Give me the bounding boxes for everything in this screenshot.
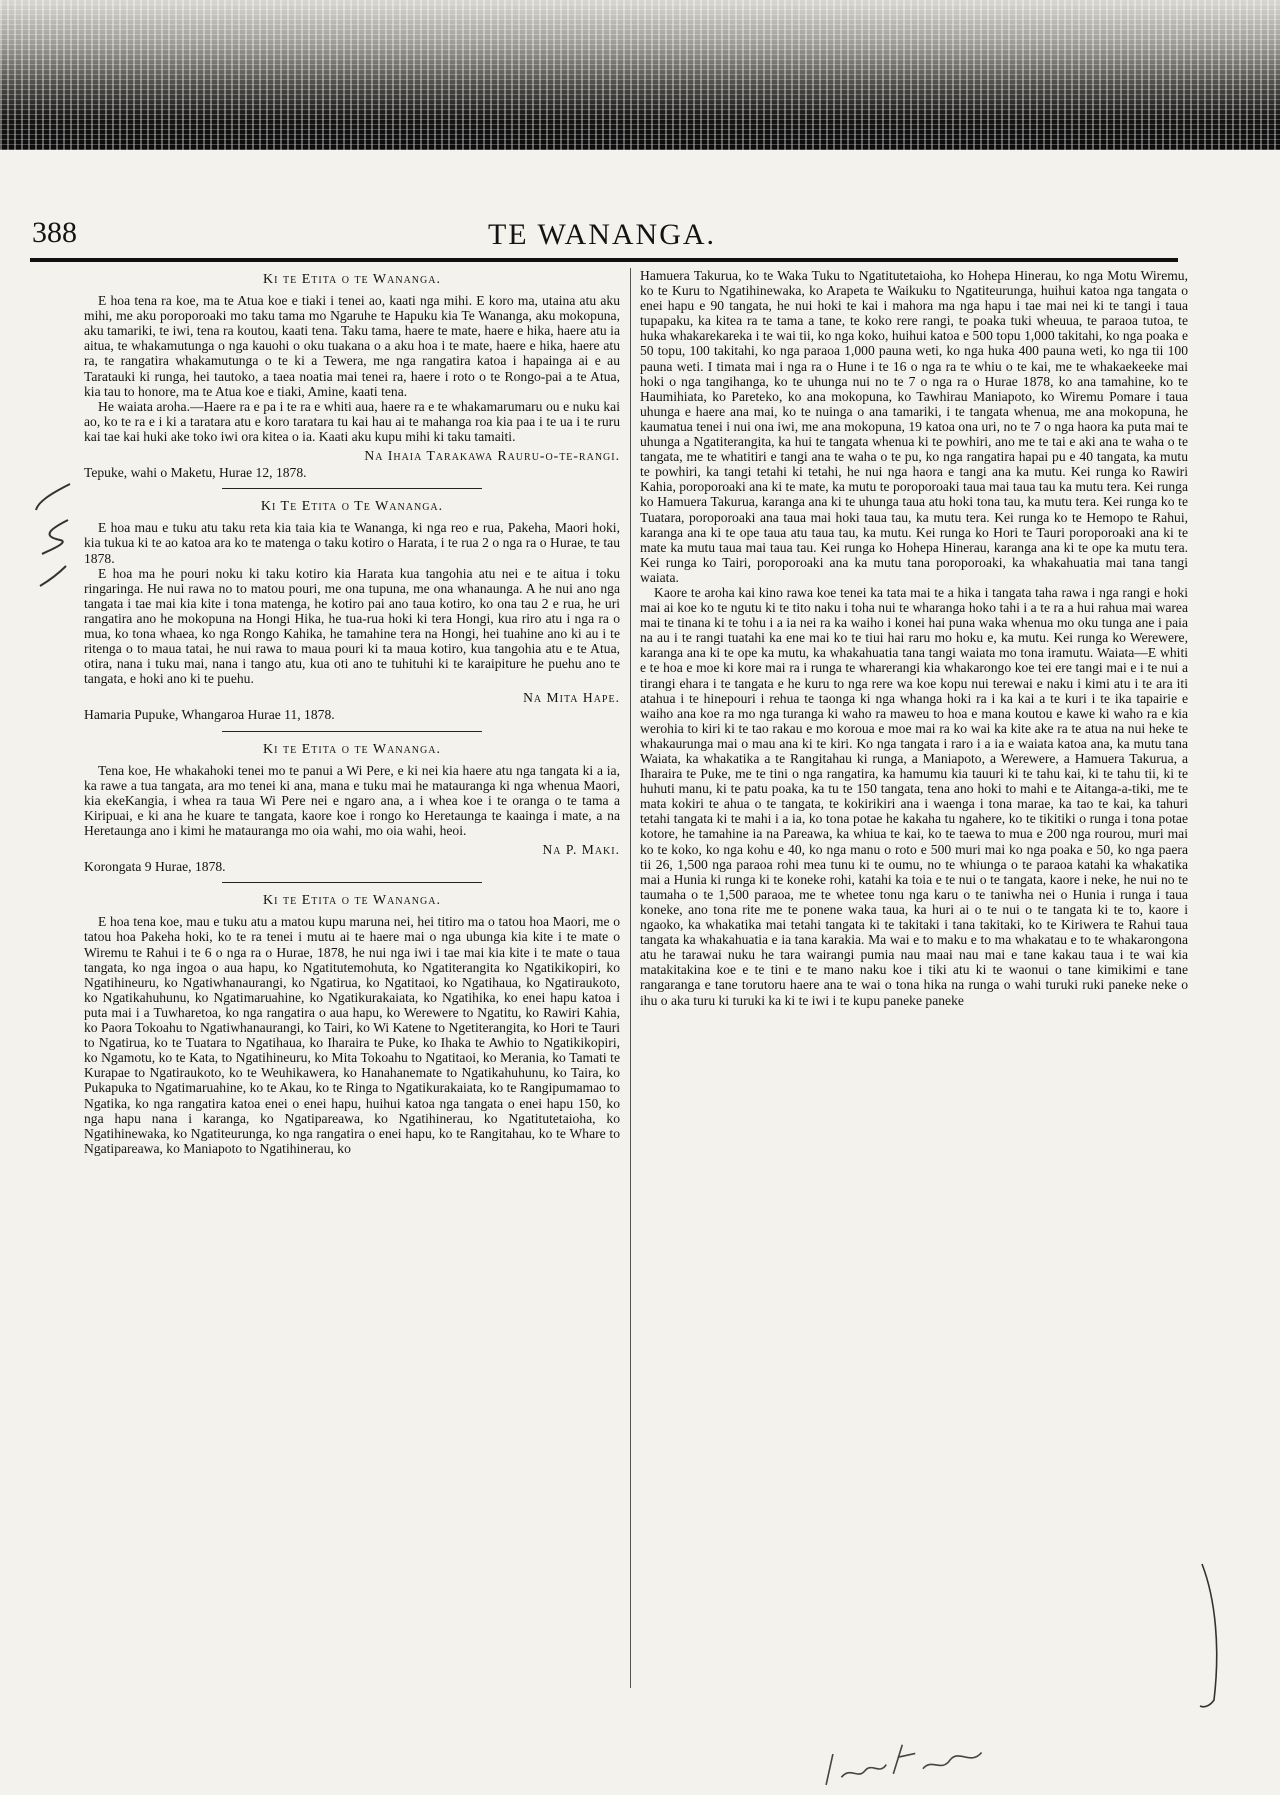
publication-title: TE WANANGA. bbox=[487, 218, 717, 251]
letter-signature: Na Mita Hape. bbox=[523, 690, 620, 706]
letter-dateline: Hamaria Pupuke, Whangaroa Hurae 11, 1878. bbox=[84, 707, 335, 723]
letter-separator bbox=[222, 882, 482, 883]
letter-paragraph: E hoa ma he pouri noku ki taku kotiro kia Harata kua tangohia atu nei e te aitua i toku ringaringa. He nui rawa no to matou pouri, me ona tupuna, me ona whanaunga. A he nui ano nga tangata i tae mai kia kite i tona matenga, he kotiro pai ano taua kotiro, ko ona tau 2 e rua, he uri rangatira ano he mokopuna na Hongi Hika, he tua-rua hoki ki tera Hongi, kua riro atu i nga ra o mua, ko tona whaea, ko nga Rongo Kahika, he tamahine tera na Hongi, hei tuahine ano ki au i te ritenga o to maua tatai, he nui rawa to maua pouri ki ta maua kotiro, kua tangohia atu e te Atua, otira, nana i tuku mai, nana i tango atu, kua oti ano te tuhituhi ki te karaipiture he puehu ano te tangata, e hoki ano ki te puehu. bbox=[84, 565, 620, 687]
continued-paragraph: Hamuera Takurua, ko te Waka Tuku to Ngatitutetaioha, ko Hohepa Hinerau, ko nga Motu Wiremu, ko te Kuru to Ngatihinewaka, ko Arapeta te Waikuku to Ngatiteurunga, huihui katoa nga tangata o enei hapu e 90 tangata, he nui hoki te kai i mahora ma nga hapu i tae mai nei ki te tangi i taua tupapaku, ka kitea ra te tama a tane, te koko rere rangi, te poaka tuki wheuua, te paraoa tutoa, te huka whakarekareka i te wai tii, ko nga koko, huihui katoa e 500 topu 1,000 takitahi, ko nga poaka e 50 topu, 100 takitahi, ko nga paraoa 1,000 pauna weti, ko nga huka 400 pauna weti, ko nga tii 100 pauna weti. I timata mai i nga ra o Hune i te 16 o nga ra te whiu o te kai, me te whakaekeeke mai hoki o nga tangihanga, ko te uhunga nui no te 7 o nga ra o Hurae 1878, ko ana tamahine, ko te Haumihiata, ko Pareteko, ko ana mokopuna, ko Tawhirau Maniapoto, ko Wiremu Pomare i taua uhunga e haere ana mai, ko te nuinga o ana tamariki, i te tangata whenua, me ana mokopuna, he kaumatua tenei i nui ona iwi, me ana mokopuna, 19 katoa ona uri, no te 7 o nga haora ka puta mai te uhunga a Ngatiterangita, ka hui te tangata whenua ki te powhiri, ano me te tai e aki ana te waha o te tangata, me te whatitiri e tangi ana te waha o te pu, ko nga rangatira hapai pu e 40 tangata, ka mutu te powhiri, ka tangi tetahi ki tetahi, he nui nga haora e tangi ana ka mutu. Kei runga ko Rawiri Kahia, poroporoaki ana ki te mate, ka mutu te poroporoaki taua mai taua tau ka mutu tera. Kei runga ko Hamuera Takurua, karanga ana ki te uhunga taua atu hoki tona tau, ka mutu tera. Kei runga ko te Tuatara, poroporoaki ana taua mai hoki taua tau, ka mutu tera. Kei runga ko te Hemopo te Rahui, karanga ana ki te ope taua atu taua tau, ka mutu. Kei runga ko Hori te Tauri poroporoaki ana ki te mate ka mutu taua mai taua tau. Kei runga ko Hohepa Hinerau, karanga ana ki te ope ka mutu tera. Kei runga ko Tairi, poroporoaki ana ka mutu tana poroporoaki, ka whakahuatia mai tana tangi waiata. bbox=[640, 268, 1188, 585]
letter-separator bbox=[222, 731, 482, 732]
letter-title: Ki Te Etita o Te Wananga. bbox=[260, 499, 444, 515]
right-column bbox=[640, 268, 1188, 1688]
letter-dateline: Tepuke, wahi o Maketu, Hurae 12, 1878. bbox=[84, 465, 307, 481]
handwritten-scrawl bbox=[818, 1725, 1022, 1795]
letter-title: Ki te Etita o te Wananga. bbox=[263, 272, 441, 287]
margin-pencil-bracket bbox=[1196, 1560, 1236, 1710]
margin-pencil-mark bbox=[30, 480, 78, 590]
waiata-paragraph: Kaore te aroha kai kino rawa koe tenei ka tata mai te a hika i tangata taha rawa i nga rangi e hoki mai ai koe ko te ngutu ki te tito naku i toha nui te wharanga hoko tahi i a te ra a hui rahua mai warea mai te tinana ki te tohu i a ia nei ra ka waiho i konei hai puna waka whenua mo oku tunga ane i paia na au i te rangi tuatahi ka ene mai ko te tiui hai raru mo hoku e, ka mutu. Kei runga ko Werewere, karanga ana ki te ope ka mutu, ka whakahuatia tana tangi waiata mo tona iramutu. Waiata—E whiti e te hoa e moe ki kore mai ra i runga te wharerangi kia whakarongo koe tei ere tangi mai e i te nui a tirangi ehara i te tangata e he kuru to nga rere wa koe kopu nui terewai e naku i kimi atu i te ara iti atahua i te hinepouri i rehua te taonga ki nga whanga hoki ra i ka kai a te kuri i te ika tapairie e waiho ana koe ra mo nga turanga ki waho ra maweu to hoa e mana koutou e kawe ki waho ra e kia werohia to kiri ki te tao rakau e mo koroua e moe mai ra ko wai ka kite ake ra te atua na nui heke te whakaurunga mai o mau ana ki te kiri. Ko nga tangata i raro i a ia e waiata katoa ana, ka mutu tana Waiata, ka whakatika a te Rangitahau ki runga, a Maniapoto, a Werewere, a Hamuera Takurua, a Iharaira te Puke, me te tini o nga rangatira, ka hamumu kia tauuri ki te tahu kai, ki te tahu tii, ki te huhuti manu, ki te patu poaka, ka tu te 150 tangata, tena ano hoki to mahi e te Aitanga-a-tiki, me te mata kokiri te ahua o te tangata, te kokirikiri ana i waenga i tona marae, ka tao te kai, ka tahuri tetahi tangata ki te mahi i a ia, ko tona potae he kakaha tu ngahere, ko te tikitiki o runga i tona potae kotore, he tamahine ia na Pareawa, ka whiua te kai, ko te taewa to mua e 200 nga rourou, muri mai ko te koko, ko nga kohu e 40, ko nga manu o roto e 500 muri mai ko nga poaka e 50, ko nga paera tii 26, 1,500 nga paraoa rohi mea tunu ki te oumu, no te whiunga o te paraoa katahi ka whakatika mai a Hunia ki runga ki te koneke rohi, katahi ka toia e te nui o te tangata, kaore i neke, he nui no te taumaha o te 1,500 paraoa, me te whetee tonu nga karu o te taniwha nei o Hunia i runga i taua koneke, ano tona rite me te ponene waka taua, ka huri ai o te nui o te tangata ki te to, kaore i ngaoko, ka whakatika mai tetahi tangata ki te takitaki i tana takitaki, ko te Kiriwera te Rahui taua tangata ka whakahuatia e ia tana karakia. Ma wai e to maku e to ma whakatau e to te whakarongona atu he tarawai nuku he tara wairangi pumia nau maai nau mai e tane kakau taua i te wai kia matakitakina koe e te tini e te mano naku koe i tiki atu ki te waonui o tane kimikimi e tane rangaranga e tane torutoru haere ana te wai o tona hika na runga o wahi turuki ruki paneke neke o ihu o aka turu ki turuki ka ki te iwi i te kupu paneke paneke bbox=[640, 584, 1188, 1008]
left-column bbox=[84, 268, 620, 1156]
letter-paragraph: E hoa tena koe, mau e tuku atu a matou kupu maruna nei, hei titiro ma o tatou hoa Maori, me o tatou hoa Pakeha hoki, ko te ra tenei i mutu ai te haere mai o nga ubunga kia kite i te mate o Wiremu te Rahui i te 6 o nga ra o Hurae, 1878, he nui nga iwi i tae mai kia kite i te mate o taua tangata, ko nga ingoa o aua hapu, ko Ngatitutemohuta, ko Ngatiterangita ko Ngatikikopiri, ko Ngatihineuru, ko Ngatiwhanaurangi, ko Ngatirua, ko Ngatitaoi, ko Ngatihaua, ko Ngatiraukoto, ko Ngatikahuhunu, ko Ngatimaruahine, ko Ngatikurakaiata, ko Ngatihika, ko enei hapu katoa i puta mai i a Tuwharetoa, ko nga rangatira o aua hapu, ko Werewere to Ngatitu, ko Rawiri Kahia, ko Paora Tokoahu to Ngatiwhanaurangi, ko Tairi, ko Wi Katene to Ngetiterangita, ko Hori te Tauri to Ngatirua, ko te Tuatara to Ngatihaua, ko Iharaira te Puke, ko Ihaka te Awhio to Ngatikikopiri, ko Ngamotu, ko te Kata, to Ngatihineuru, ko Mita Tokoahu to Ngatitaoi, ko Merania, ko Tamati te Kurapae to Ngatiraukoto, ko te Weuhikawera, ko Hanahanemate to Ngatikahuhunu, ko Taira, ko Pukapuka to Ngatimaruahine, ko te Akau, ko te Ringa to Ngatikurakaiata, ko te Rangipumamao to Ngatika, ko nga rangatira katoa enei o enei hapu, huihui katoa nga tangata o enei hapu 150, ko nga hapu nana i karanga, ko Ngatipareawa, ko Ngatihinerau, ko Ngatitutetaioha, ko Ngatihinewaka, ko Ngatiteurunga, ko nga rangatira o enei hapu, ko te Rangitahau, ko te Whare to Ngatipareawa, ko Maniapoto to Ngatihinerau, ko bbox=[84, 914, 620, 1156]
letter-signature: Na P. Maki. bbox=[542, 842, 620, 858]
column-divider bbox=[630, 268, 631, 1688]
page-header bbox=[22, 212, 1200, 260]
letter-paragraph: E hoa mau e tuku atu taku reta kia taia kia te Wananga, ki nga reo e rua, Pakeha, Maori hoki, kia tukua ki te ao katoa ara ko te matenga o taku kotiro o Harata, i te rua 2 o nga ra o Hurae, te tau 1878. bbox=[84, 520, 620, 566]
letter-paragraph: E hoa tena ra koe, ma te Atua koe e tiaki i tenei ao, kaati nga mihi. E koro ma, utaina atu aku mihi, me aku poroporoaki mo taku tama mo Ngaruhe te Hapuku kia Te Wananga, aku mokopuna, aku tamariki, te iwi, tena ra koutou, kaati tena. Taku tama, haere te mate, haere e hika, haere atu ia aitua, te whakamutunga o nga kauohi o oku tuakana o a aku hoa i te mate, haere e hika, haere atu ra, te rangatira whakamutunga o te ki a Tewera, me nga rangatira katoa i hapainga ai e au Taratauki ki runga, hei tautoko, a taea noatia mai tenei ra, haere i roto o te Rongo-pai a te Atua, kia tau to honore, ma te Atua koe e tiaki, Amine, kaati tena. bbox=[84, 293, 620, 399]
letter-mita-hape bbox=[84, 499, 620, 722]
letter-paragraph: Tena koe, He whakahoki tenei mo te panui a Wi Pere, e ki nei kia haere atu nga tangata ki a ia, ka rawe a tua tangata, ara mo tenei ki ana, mana e tuku mai he matauranga ki nga whenua Maori, kia ekeKangia, i whea ra taua Wi Pere nei e ngaro ana, a i whea koe i te oranga o te tama a Kiripuai, e ki ana he kuare te tangata, kaore koe i rongo ko Heretaunga te kaainga i mate, a na Heretaunga ano i kimi he matauranga mo oia wahi, mo oia wahi, heoi. bbox=[84, 762, 620, 838]
letter-wiremu-te-rahui bbox=[84, 893, 620, 1156]
letter-title: Ki te Etita o te Wananga. bbox=[263, 741, 441, 757]
scanned-top-margin bbox=[0, 0, 1280, 150]
letter-ihaia bbox=[84, 272, 620, 480]
letter-signature: Na Ihaia Tarakawa Rauru-o-te-rangi. bbox=[364, 448, 620, 464]
header-rule bbox=[30, 258, 1178, 262]
page-number: 388 bbox=[32, 216, 77, 249]
letter-title: Ki te Etita o te Wananga. bbox=[263, 893, 441, 909]
letter-dateline: Korongata 9 Hurae, 1878. bbox=[84, 859, 226, 875]
letter-separator bbox=[222, 488, 482, 489]
letter-paragraph: He waiata aroha.—Haere ra e pa i te ra e whiti aua, haere ra e te whakamarumaru ou e nuku kai ao, ko te ra e i ki a taratara atu e koro taratara tu kai hau ai te mahanga roa kia paa i te ua i te ruru kai tae kai huki ake toko iwi ora kitea o ia. Kaati aku kupu mihi ki taku tamaiti. bbox=[84, 398, 620, 444]
letter-p-maki bbox=[84, 742, 620, 875]
